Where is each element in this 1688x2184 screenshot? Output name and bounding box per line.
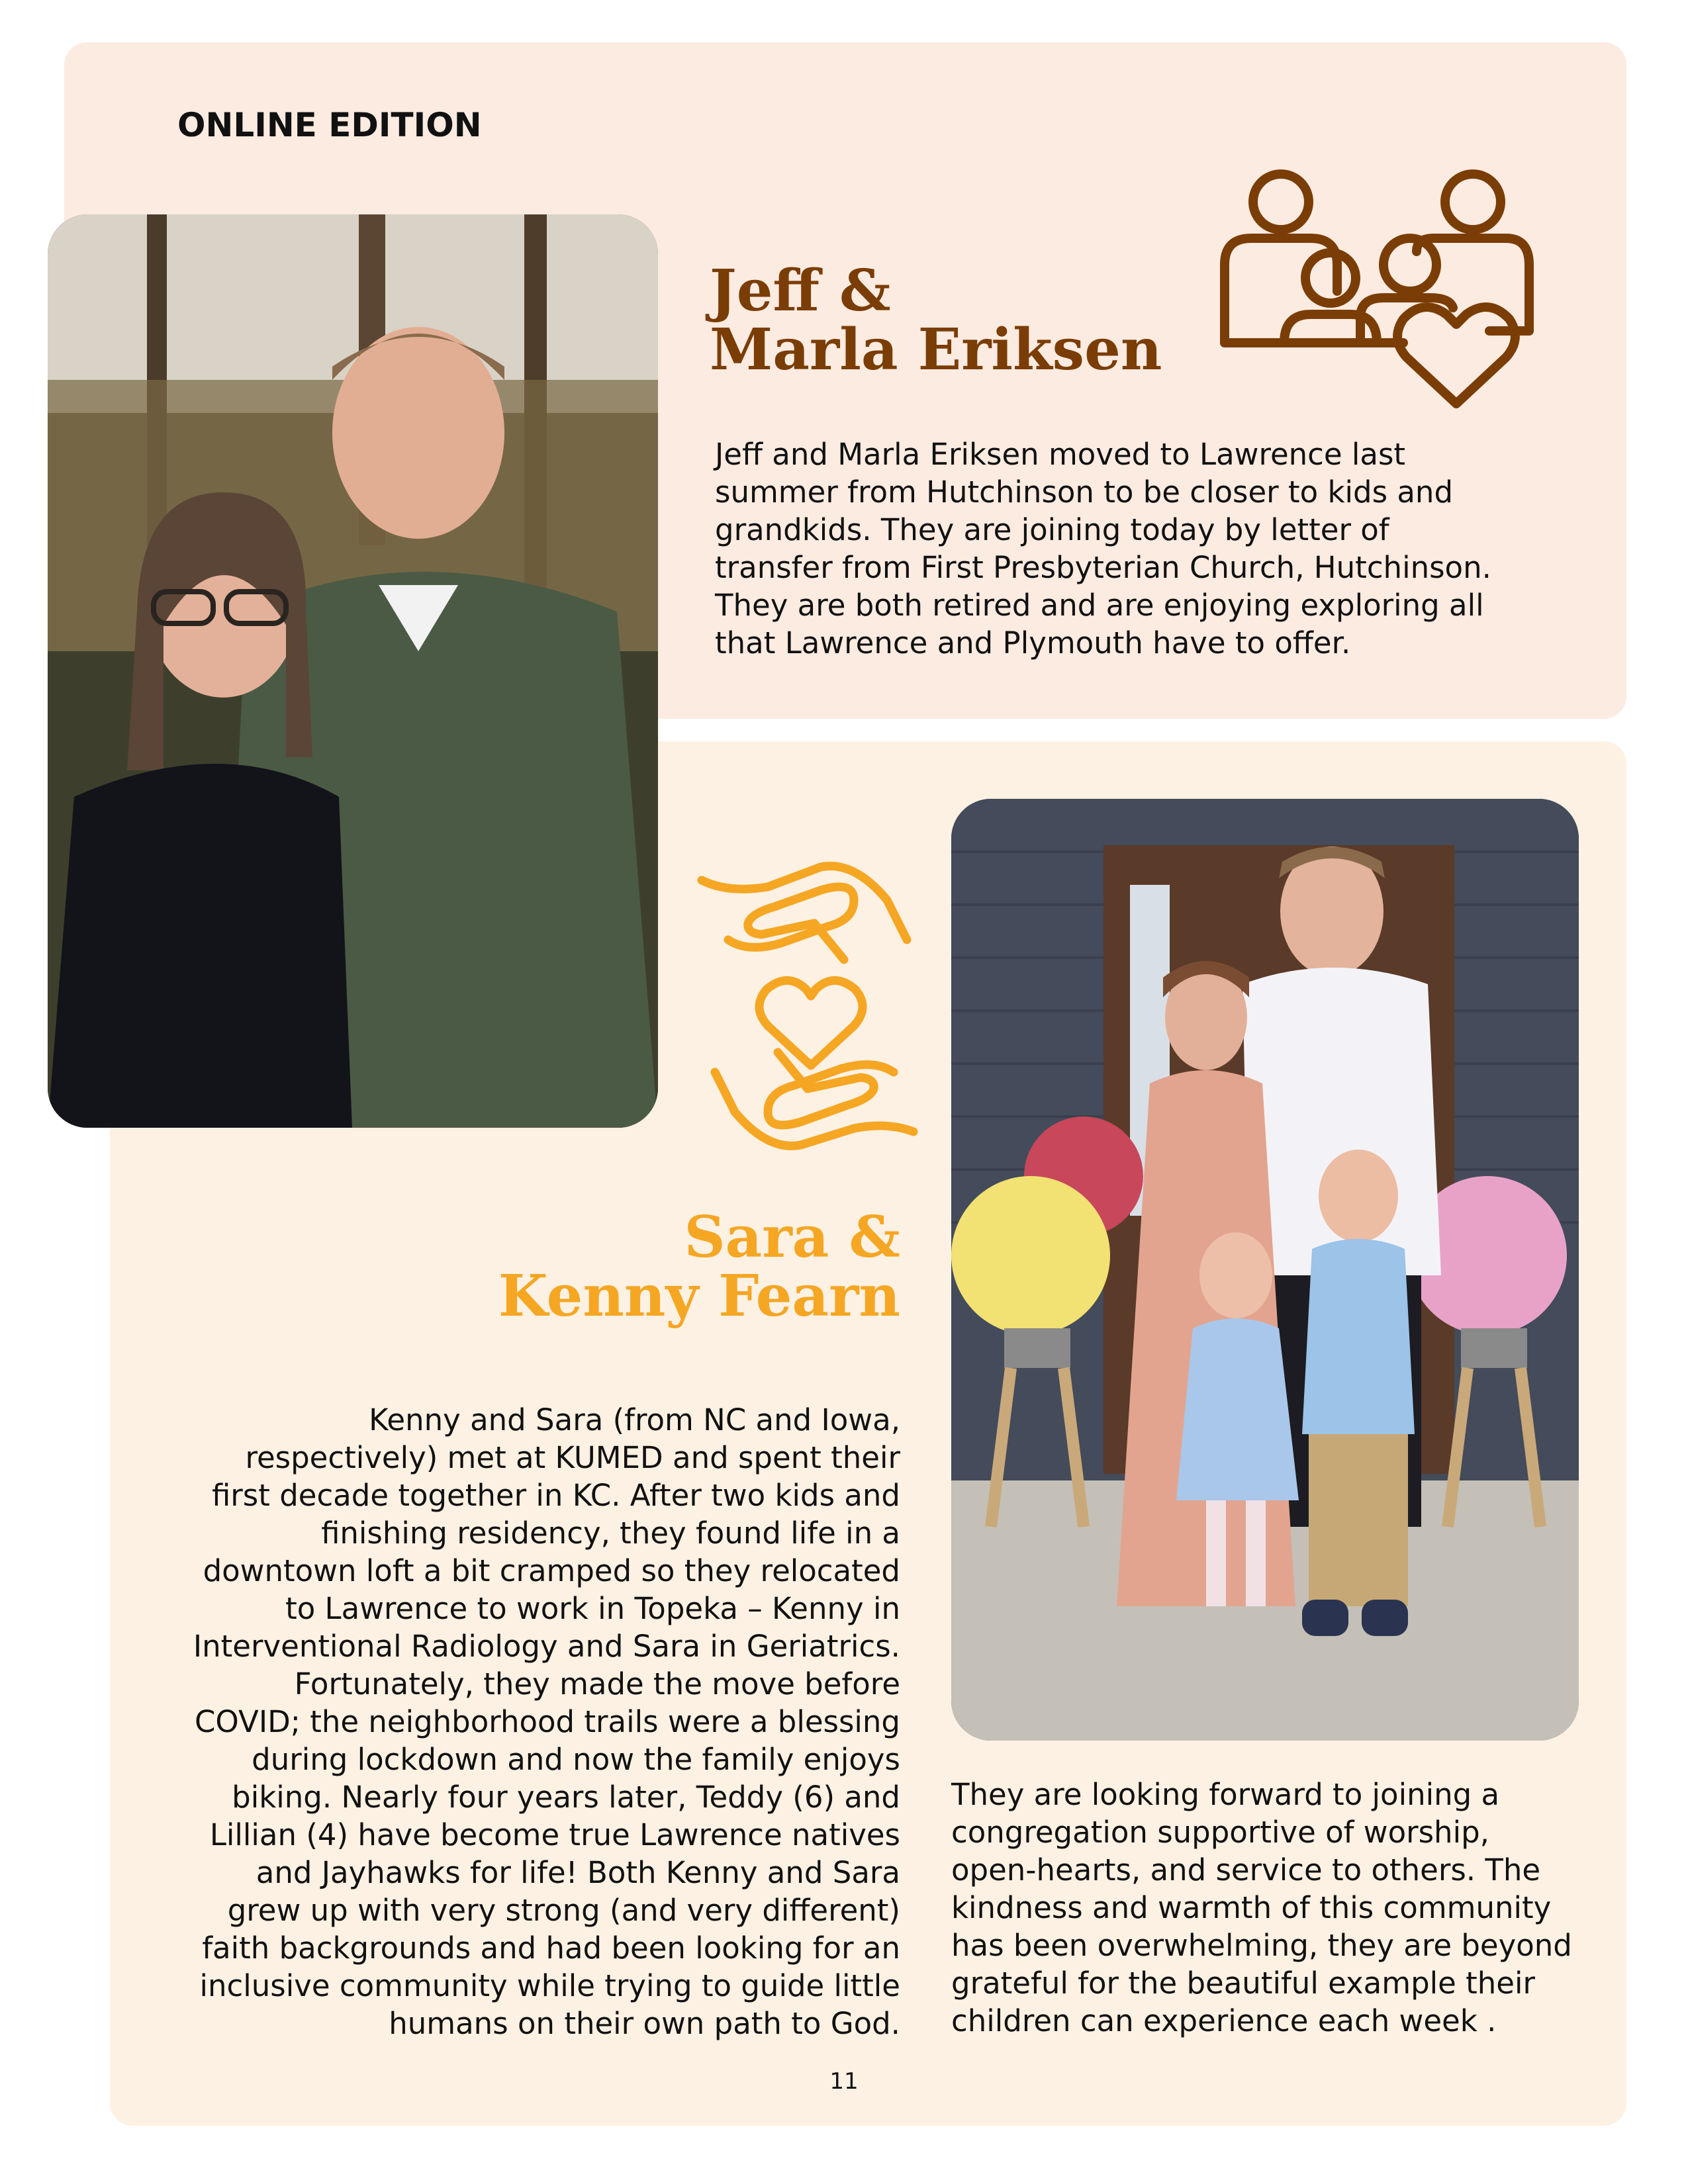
- fearn-left-line: inclusive community while trying to guide little: [199, 1968, 900, 2003]
- fearn-photo-illustration: [951, 799, 1579, 1741]
- fearn-right-line: has been overwhelming, they are beyond: [951, 1928, 1572, 1963]
- fearn-left-line: faith backgrounds and had been looking for an: [202, 1931, 900, 1966]
- family-heart-icon: [1211, 165, 1542, 417]
- eriksen-line: summer from Hutchinson to be closer to kids and: [715, 475, 1454, 510]
- edition-label: ONLINE EDITION: [177, 106, 482, 144]
- fearn-heading: [498, 1204, 900, 1330]
- fearn-left-line: to Lawrence to work in Topeka – Kenny in: [285, 1591, 900, 1626]
- eriksen-heading-line1: Jeff &: [710, 257, 891, 324]
- eriksen-line: They are both retired and are enjoying exploring all: [715, 588, 1484, 623]
- eriksen-photo-illustration: [48, 214, 658, 1128]
- fearn-right-line: They are looking forward to joining a: [951, 1777, 1500, 1812]
- fearn-left-line: Interventional Radiology and Sara in Geriatrics.: [193, 1629, 900, 1664]
- fearn-left-line: Fortunately, they made the move before: [294, 1666, 900, 1702]
- fearn-left-line: and Jayhawks for life! Both Kenny and Sara: [256, 1855, 900, 1890]
- fearn-left-line: grew up with very strong (and very different): [227, 1893, 900, 1928]
- eriksen-paragraph: [715, 435, 1491, 662]
- fearn-left-line: Lillian (4) have become true Lawrence natives: [209, 1817, 900, 1852]
- eriksen-photo: [48, 214, 658, 1128]
- hands-heart-icon: [688, 860, 933, 1152]
- fearn-right-line: kindness and warmth of this community: [951, 1890, 1552, 1925]
- page-number: 11: [829, 2068, 859, 2095]
- fearn-left-line: humans on their own path to God.: [389, 2006, 900, 2041]
- fearn-left-line: respectively) met at KUMED and spent their: [245, 1440, 900, 1475]
- fearn-left-line: downtown loft a bit cramped so they relocated: [203, 1553, 900, 1588]
- fearn-heading-line2: Kenny Fearn: [498, 1263, 900, 1330]
- fearn-right-line: open-hearts, and service to others. The: [951, 1852, 1541, 1888]
- eriksen-line: Jeff and Marla Eriksen moved to Lawrence last: [715, 437, 1406, 472]
- eriksen-line: that Lawrence and Plymouth have to offer.: [715, 625, 1351, 660]
- fearn-left-line: Kenny and Sara (from NC and Iowa,: [369, 1402, 900, 1437]
- fearn-photo: [951, 799, 1579, 1741]
- fearn-left-line: first decade together in KC. After two kids and: [211, 1478, 900, 1513]
- eriksen-heading: [710, 257, 1162, 384]
- fearn-left-line: COVID; the neighborhood trails were a blessing: [194, 1704, 900, 1739]
- eriksen-line: transfer from First Presbyterian Church, Hutchinson.: [715, 550, 1491, 585]
- fearn-left-line: finishing residency, they found life in a: [321, 1516, 900, 1551]
- fearn-right-line: children can experience each week .: [951, 2003, 1497, 2038]
- eriksen-line: grandkids. They are joining today by letter of: [715, 512, 1389, 547]
- fearn-left-line: during lockdown and now the family enjoys: [252, 1742, 900, 1777]
- fearn-right-line: grateful for the beautiful example their: [951, 1966, 1535, 2001]
- fearn-paragraph-left: [193, 1401, 900, 2042]
- fearn-heading-line1: Sara &: [684, 1204, 900, 1271]
- fearn-paragraph-right: [951, 1776, 1572, 2040]
- eriksen-heading-line2: Marla Eriksen: [710, 316, 1162, 384]
- fearn-right-line: congregation supportive of worship,: [951, 1815, 1489, 1850]
- fearn-left-line: biking. Nearly four years later, Teddy (6) and: [232, 1780, 900, 1815]
